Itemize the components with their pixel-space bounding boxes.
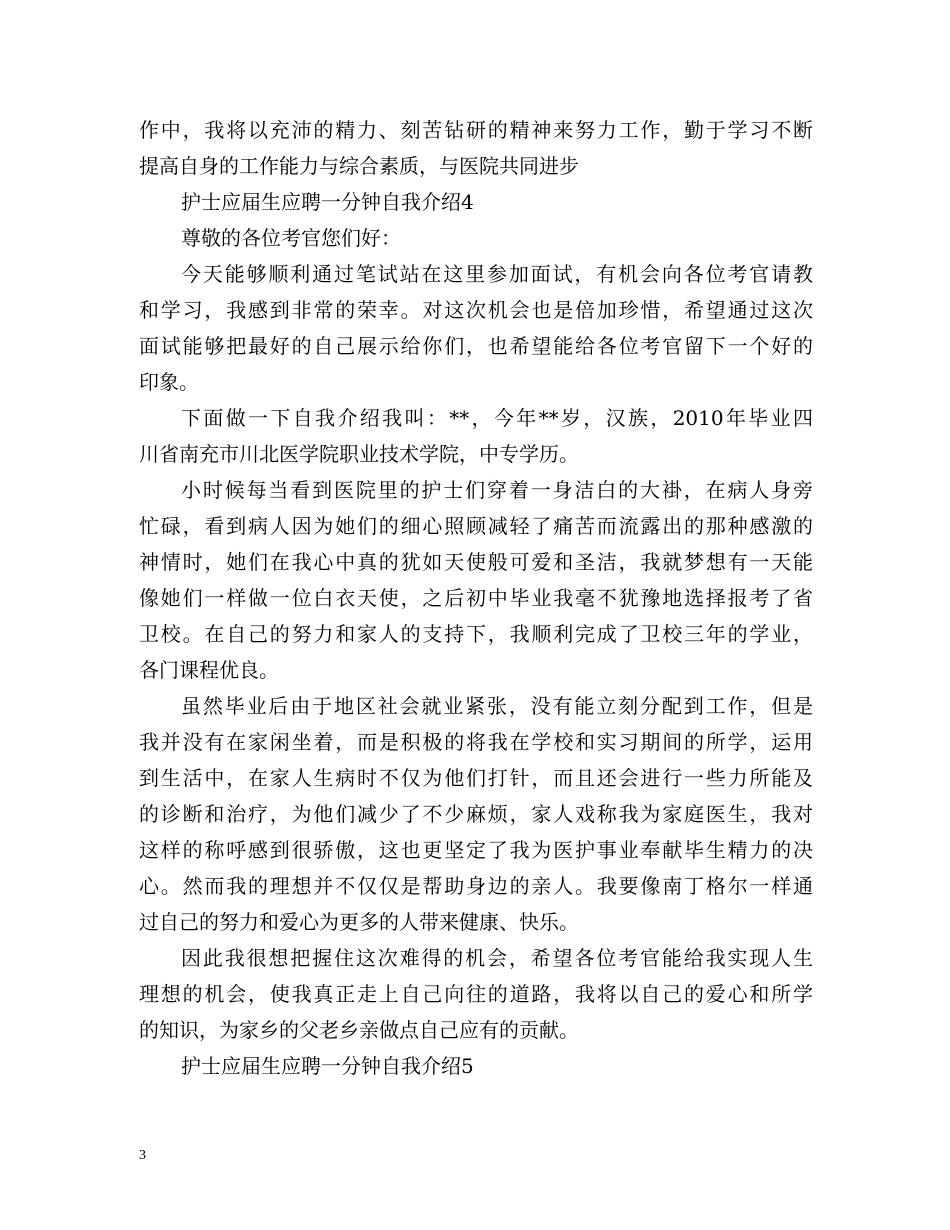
document-body xyxy=(139,112,813,1084)
text-line: 虽然毕业后由于地区社会就业紧张，没有能立刻分配到工作，但是 xyxy=(181,694,813,718)
text-line: 像她们一样做一位白衣天使，之后初中毕业我毫不犹豫地选择报考了省 xyxy=(139,586,813,610)
text-line: 今天能够顺利通过笔试站在这里参加面试，有机会向各位考官请教 xyxy=(181,262,813,286)
text-line: 印象。 xyxy=(139,370,199,394)
text-line: 因此我很想把握住这次难得的机会，希望各位考官能给我实现人生 xyxy=(181,946,813,970)
text-line: 过自己的努力和爱心为更多的人带来健康、快乐。 xyxy=(139,910,579,934)
text-line: 作中，我将以充沛的精力、刻苦钻研的精神来努力工作，勤于学习不断 xyxy=(139,118,813,142)
text-line: 心。然而我的理想并不仅仅是帮助身边的亲人。我要像南丁格尔一样通 xyxy=(139,874,813,898)
text-line: 的诊断和治疗，为他们减少了不少麻烦，家人戏称我为家庭医生，我对 xyxy=(139,802,813,826)
text-line: 提高自身的工作能力与综合素质，与医院共同进步 xyxy=(139,154,579,178)
text-line: 小时候每当看到医院里的护士们穿着一身洁白的大褂，在病人身旁 xyxy=(181,478,813,502)
text-line: 的知识，为家乡的父老乡亲做点自己应有的贡献。 xyxy=(139,1018,579,1042)
text-line: 各门课程优良。 xyxy=(139,658,279,682)
text-line: 下面做一下自我介绍我叫：**，今年**岁，汉族，2010年毕业四 xyxy=(181,406,813,430)
text-line: 这样的称呼感到很骄傲，这也更坚定了我为医护事业奉献毕生精力的决 xyxy=(139,838,813,862)
section-heading: 护士应届生应聘一分钟自我介绍5 xyxy=(181,1054,474,1078)
page-number: 3 xyxy=(139,1148,146,1163)
text-line: 川省南充市川北医学院职业技术学院，中专学历。 xyxy=(139,442,579,466)
text-line: 忙碌，看到病人因为她们的细心照顾减轻了痛苦而流露出的那种感激的 xyxy=(139,514,813,538)
text-line: 和学习，我感到非常的荣幸。对这次机会也是倍加珍惜，希望通过这次 xyxy=(139,298,813,322)
text-line: 卫校。在自己的努力和家人的支持下，我顺利完成了卫校三年的学业， xyxy=(139,622,813,646)
text-line: 我并没有在家闲坐着，而是积极的将我在学校和实习期间的所学，运用 xyxy=(139,730,813,754)
text-line: 到生活中，在家人生病时不仅为他们打针，而且还会进行一些力所能及 xyxy=(139,766,813,790)
section-heading: 护士应届生应聘一分钟自我介绍4 xyxy=(181,190,474,214)
text-line: 面试能够把最好的自己展示给你们，也希望能给各位考官留下一个好的 xyxy=(139,334,813,358)
text-line: 神情时，她们在我心中真的犹如天使般可爱和圣洁，我就梦想有一天能 xyxy=(139,550,813,574)
text-line: 理想的机会，使我真正走上自己向往的道路，我将以自己的爱心和所学 xyxy=(139,982,813,1006)
salutation: 尊敬的各位考官您们好： xyxy=(181,226,401,250)
